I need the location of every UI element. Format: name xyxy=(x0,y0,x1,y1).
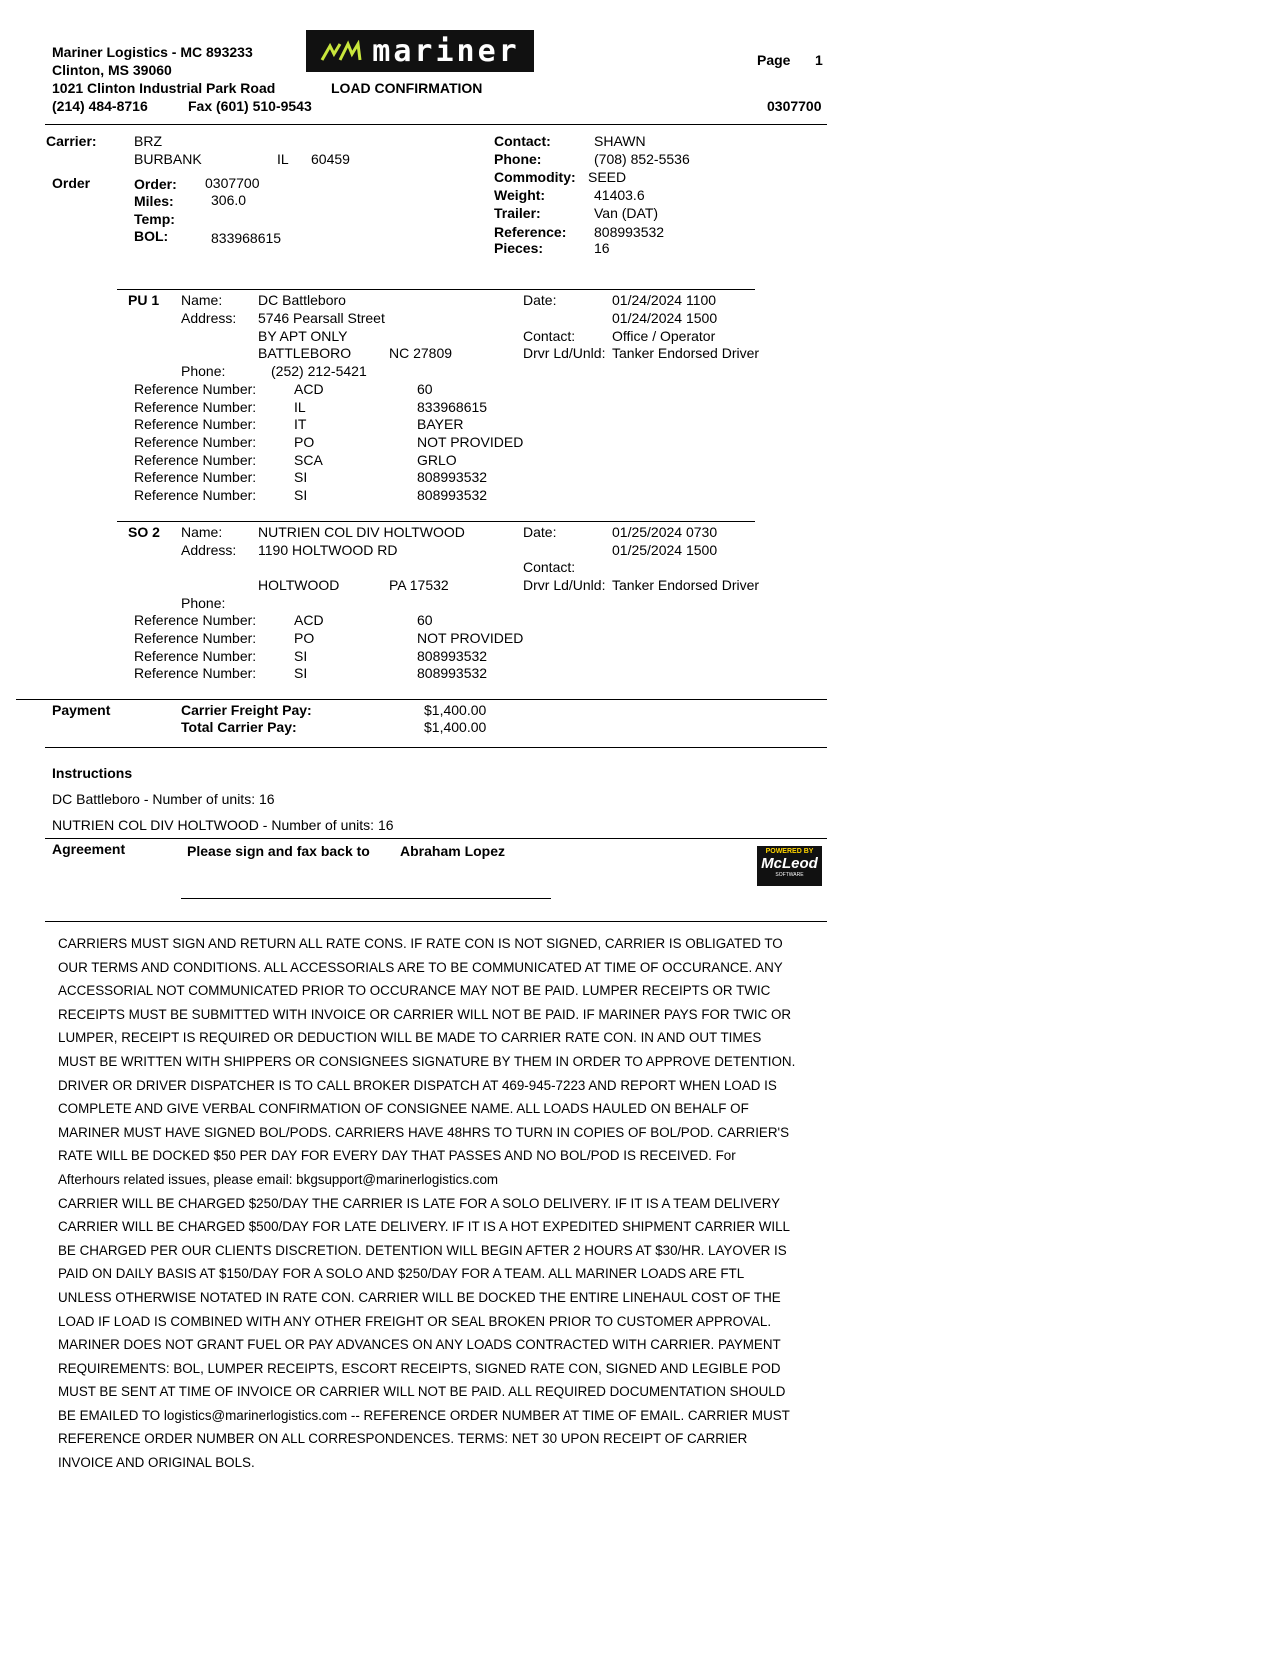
terms-and-conditions xyxy=(58,932,798,1475)
weight-label: Weight: xyxy=(494,187,546,203)
doc-title: LOAD CONFIRMATION xyxy=(331,80,483,96)
commodity-label: Commodity: xyxy=(494,169,576,185)
instruction-line: DC Battleboro - Number of units: 16 xyxy=(52,791,275,807)
payment-label: Payment xyxy=(52,702,111,718)
badge-sub: SOFTWARE xyxy=(775,872,804,878)
reference-value: 60 xyxy=(417,381,433,397)
carrier-city: BURBANK xyxy=(134,151,202,167)
reference-value: 808993532 xyxy=(417,648,488,664)
stop-state-zip: NC 27809 xyxy=(389,345,453,361)
weight-value: 41403.6 xyxy=(594,187,645,203)
company-fax: Fax (601) 510-9543 xyxy=(188,98,312,114)
reference-label: Reference Number: xyxy=(134,399,257,415)
stop-phone-label: Phone: xyxy=(181,595,226,611)
reference-type: SCA xyxy=(294,452,323,468)
reference-value: 808993532 xyxy=(417,487,488,503)
stop-driver-label: Drvr Ld/Unld: xyxy=(523,577,606,593)
stop-phone: (252) 212-5421 xyxy=(271,363,367,379)
stop-contact-label: Contact: xyxy=(523,328,576,344)
miles-label: Miles: xyxy=(134,193,174,209)
stop-city: BATTLEBORO xyxy=(258,345,352,361)
company-city: Clinton, MS 39060 xyxy=(52,62,172,78)
reference-value: 60 xyxy=(417,612,433,628)
stop-date-from: 01/25/2024 0730 xyxy=(612,524,718,540)
reference-label: Reference Number: xyxy=(134,665,257,681)
stop-address-1: 5746 Pearsall Street xyxy=(258,310,385,326)
mcleod-badge xyxy=(757,846,822,886)
stop-address-1: 1190 HOLTWOOD RD xyxy=(258,542,398,558)
reference-type: PO xyxy=(294,630,315,646)
reference-type: IL xyxy=(294,399,306,415)
divider xyxy=(16,699,827,700)
carrier-zip: 60459 xyxy=(311,151,350,167)
reference-value: NOT PROVIDED xyxy=(417,630,524,646)
stop-date-label: Date: xyxy=(523,524,557,540)
order-label: Order: xyxy=(134,176,177,192)
order-value: 0307700 xyxy=(205,175,260,191)
stop-city: HOLTWOOD xyxy=(258,577,340,593)
header-order-number: 0307700 xyxy=(767,98,822,114)
stop-phone-label: Phone: xyxy=(181,363,226,379)
reference-label: Reference Number: xyxy=(134,630,257,646)
stop-name-label: Name: xyxy=(181,524,223,540)
reference-type: SI xyxy=(294,648,308,664)
pieces-label: Pieces: xyxy=(494,240,544,256)
trailer-value: Van (DAT) xyxy=(594,205,659,221)
reference-value: 808993532 xyxy=(594,224,665,240)
carrier-label: Carrier: xyxy=(46,133,97,149)
phone-value: (708) 852-5536 xyxy=(594,151,690,167)
stop-address-2: BY APT ONLY xyxy=(258,328,348,344)
stop-name-label: Name: xyxy=(181,292,223,308)
stop-date-to: 01/24/2024 1500 xyxy=(612,310,718,326)
logo-text: mariner xyxy=(372,33,520,69)
reference-type: IT xyxy=(294,416,307,432)
badge-top: POWERED BY xyxy=(765,848,814,855)
page-label: Page xyxy=(757,52,791,68)
reference-label: Reference Number: xyxy=(134,452,257,468)
signature-line xyxy=(181,898,551,899)
total-pay-label: Total Carrier Pay: xyxy=(181,719,297,735)
divider xyxy=(45,124,827,125)
reference-label: Reference Number: xyxy=(134,416,257,432)
reference-type: SI xyxy=(294,665,308,681)
reference-label: Reference Number: xyxy=(134,612,257,628)
stop-driver: Tanker Endorsed Driver xyxy=(612,577,760,593)
carrier-state: IL xyxy=(277,151,289,167)
bol-label: BOL: xyxy=(134,228,169,244)
mariner-logo xyxy=(306,30,534,72)
miles-value: 306.0 xyxy=(211,192,247,208)
reference-value: BAYER xyxy=(417,416,464,432)
sign-instruction: Please sign and fax back to xyxy=(187,843,370,859)
divider xyxy=(117,289,755,290)
stop-address-label: Address: xyxy=(181,310,237,326)
total-pay-value: $1,400.00 xyxy=(424,719,487,735)
contact-label: Contact: xyxy=(494,133,551,149)
divider xyxy=(45,921,827,922)
reference-type: SI xyxy=(294,469,308,485)
temp-label: Temp: xyxy=(134,211,175,227)
stop-driver-label: Drvr Ld/Unld: xyxy=(523,345,606,361)
reference-label: Reference Number: xyxy=(134,381,257,397)
instructions-label: Instructions xyxy=(52,765,133,781)
order-section-label: Order xyxy=(52,175,91,191)
trailer-label: Trailer: xyxy=(494,205,541,221)
reference-value: 833968615 xyxy=(417,399,488,415)
reference-value: 808993532 xyxy=(417,665,488,681)
carrier-name: BRZ xyxy=(134,133,162,149)
commodity-value: SEED xyxy=(588,169,627,185)
reference-label: Reference Number: xyxy=(134,648,257,664)
divider xyxy=(45,747,827,748)
contact-value: SHAWN xyxy=(594,133,646,149)
divider xyxy=(117,521,755,522)
instruction-line: NUTRIEN COL DIV HOLTWOOD - Number of units: 16 xyxy=(52,817,394,833)
reference-value: NOT PROVIDED xyxy=(417,434,524,450)
terms-paragraph: CARRIERS MUST SIGN AND RETURN ALL RATE CONS. IF RATE CON IS NOT SIGNED, CARRIER IS OBLIGATED TO OUR TERMS AND CONDITIONS. ALL ACCESSORIALS ARE TO BE COMMUNICATED AT TIME OF OCCURANCE. ANY ACCESSORIAL NOT COMMUNICATED PRIOR TO OCCURANCE MAY NOT BE PAID. LUMPER RECEIPTS OR TWIC RECEIPTS MUST BE SUBMITTED WITH INVOICE OR CARRIER WILL NOT BE PAID. IF MARINER PAYS FOR TWIC OR LUMPER, RECEIPT IS REQUIRED OR DEDUCTION WILL BE MADE TO CARRIER RATE CON. IN AND OUT TIMES MUST BE WRITTEN WITH SHIPPERS OR CONSIGNEES SIGNATURE BY THEM IN ORDER TO APPROVE DETENTION. DRIVER OR DRIVER DISPATCHER IS TO CALL BROKER DISPATCH AT 469-945-7223 AND REPORT WHEN LOAD IS COMPLETE AND GIVE VERBAL CONFIRMATION OF CONSIGNEE NAME. ALL LOADS HAULED ON BEHALF OF MARINER MUST HAVE SIGNED BOL/PODS. CARRIERS HAVE 48HRS TO TURN IN COPIES OF BOL/POD. CARRIER'S RATE WILL BE DOCKED $50 PER DAY FOR EVERY DAY THAT PASSES AND NO BOL/POD IS RECEIVED. For Afterhours related issues, please email: bkgsupport@marinerlogistics.com xyxy=(58,936,796,1187)
divider xyxy=(45,838,827,839)
stop-contact: Office / Operator xyxy=(612,328,716,344)
pieces-value: 16 xyxy=(594,240,610,256)
badge-brand: McLeod xyxy=(761,855,818,872)
reference-value: 808993532 xyxy=(417,469,488,485)
stop-address-label: Address: xyxy=(181,542,237,558)
reference-type: SI xyxy=(294,487,308,503)
stop-contact-label: Contact: xyxy=(523,559,576,575)
signer-name: Abraham Lopez xyxy=(400,843,506,859)
reference-label: Reference Number: xyxy=(134,469,257,485)
terms-paragraph: CARRIER WILL BE CHARGED $250/DAY THE CARRIER IS LATE FOR A SOLO DELIVERY. IF IT IS A TEAM DELIVERY CARRIER WILL BE CHARGED $500/DAY FOR LATE DELIVERY. IF IT IS A HOT EXPEDITED SHIPMENT CARRIER WILL BE CHARGED PER OUR CLIENTS DISCRETION. DETENTION WILL BEGIN AFTER 2 HOURS AT $30/HR. LAYOVER IS PAID ON DAILY BASIS AT $150/DAY FOR A SOLO AND $250/DAY FOR A TEAM. ALL MARINER LOADS ARE FTL UNLESS OTHERWISE NOTATED IN RATE CON. CARRIER WILL BE DOCKED THE ENTIRE LINEHAUL COST OF THE LOAD IF LOAD IS COMBINED WITH ANY OTHER FREIGHT OR SEAL BROKEN PRIOR TO CUSTOMER APPROVAL. MARINER DOES NOT GRANT FUEL OR PAY ADVANCES ON ANY LOADS CONTRACTED WITH CARRIER. PAYMENT REQUIREMENTS: BOL, LUMPER RECEIPTS, ESCORT RECEIPTS, SIGNED RATE CON, SIGNED AND LEGIBLE POD MUST BE SENT AT TIME OF INVOICE OR CARRIER WILL NOT BE PAID. ALL REQUIRED DOCUMENTATION SHOULD BE EMAILED TO logistics@marinerlogistics.com -- REFERENCE ORDER NUMBER AT TIME OF EMAIL. CARRIER MUST REFERENCE ORDER NUMBER ON ALL CORRESPONDENCES. TERMS: NET 30 UPON RECEIPT OF CARRIER INVOICE AND ORIGINAL BOLS. xyxy=(58,1195,790,1471)
reference-type: ACD xyxy=(294,381,324,397)
stop-code: SO 2 xyxy=(128,524,160,540)
reference-type: ACD xyxy=(294,612,324,628)
reference-label: Reference Number: xyxy=(134,487,257,503)
company-phone: (214) 484-8716 xyxy=(52,98,148,114)
stop-date-from: 01/24/2024 1100 xyxy=(612,292,717,308)
reference-label: Reference: xyxy=(494,224,567,240)
freight-pay-value: $1,400.00 xyxy=(424,702,487,718)
company-name: Mariner Logistics - MC 893233 xyxy=(52,44,253,60)
reference-value: GRLO xyxy=(417,452,457,468)
stop-name: DC Battleboro xyxy=(258,292,346,308)
stop-date-label: Date: xyxy=(523,292,557,308)
stop-name: NUTRIEN COL DIV HOLTWOOD xyxy=(258,524,465,540)
stop-driver: Tanker Endorsed Driver xyxy=(612,345,760,361)
stop-state-zip: PA 17532 xyxy=(389,577,449,593)
reference-label: Reference Number: xyxy=(134,434,257,450)
agreement-label: Agreement xyxy=(52,841,126,857)
logo-mark-icon xyxy=(320,40,364,62)
bol-value: 833968615 xyxy=(211,230,282,246)
reference-type: PO xyxy=(294,434,315,450)
stop-date-to: 01/25/2024 1500 xyxy=(612,542,718,558)
page-number: 1 xyxy=(815,52,823,68)
stop-code: PU 1 xyxy=(128,292,160,308)
freight-pay-label: Carrier Freight Pay: xyxy=(181,702,312,718)
company-address: 1021 Clinton Industrial Park Road xyxy=(52,80,276,96)
phone-label: Phone: xyxy=(494,151,542,167)
